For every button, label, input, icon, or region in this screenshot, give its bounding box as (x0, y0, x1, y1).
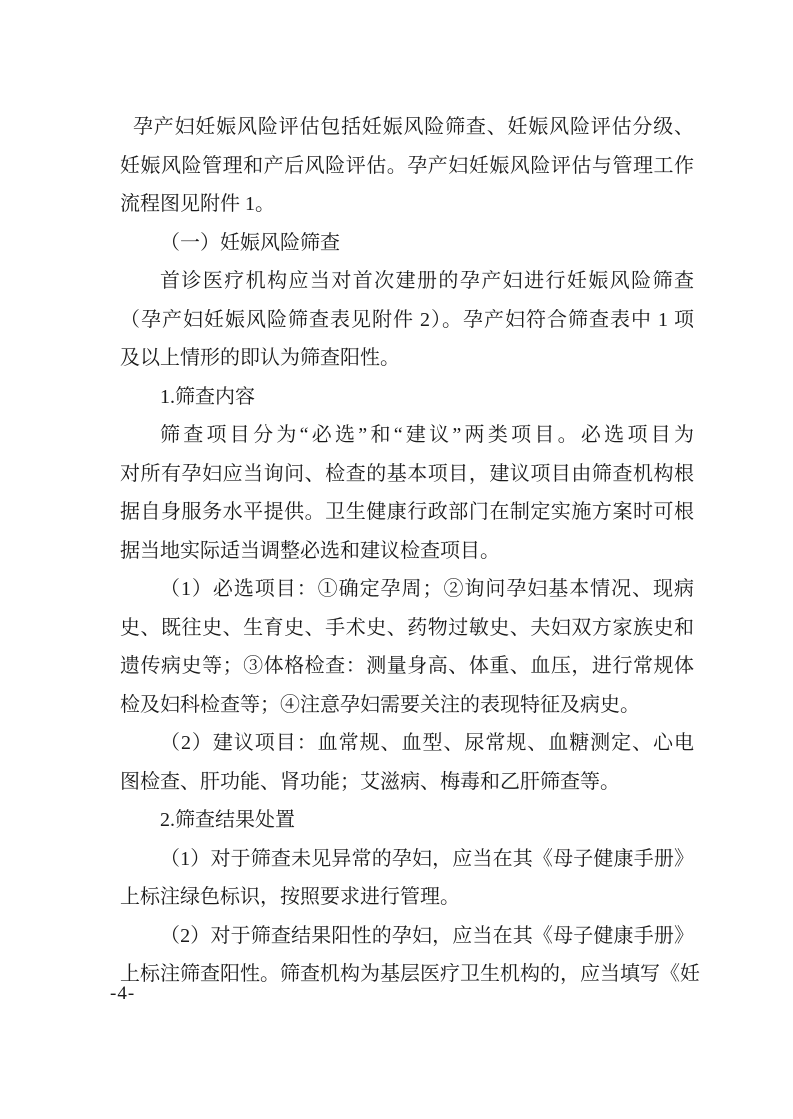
paragraph-line: 首诊医疗机构应当对首次建册的孕产妇进行妊娠风险筛查 (160, 270, 694, 292)
section-heading-risk-screening: （一）妊娠风险筛查 (160, 231, 340, 254)
paragraph-line: （1）对于筛查未见异常的孕妇，应当在其《母子健康手册》 (160, 847, 694, 870)
paragraph-line: 妊娠风险管理和产后风险评估。孕产妇妊娠风险评估与管理工作 (120, 154, 694, 177)
paragraph-line: 流程图见附件 1。 (120, 193, 275, 215)
paragraph-line: 筛查项目分为“必选”和“建议”两类项目。必选项目为 (160, 424, 694, 446)
paragraph-line: （2）建议项目：血常规、血型、尿常规、血糖测定、心电 (160, 732, 694, 754)
paragraph-line: 史、既往史、生育史、手术史、药物过敏史、夫妇双方家族史和 (120, 616, 694, 639)
sub-heading-screening-content: 1.筛查内容 (160, 385, 255, 408)
paragraph-line: 孕产妇妊娠风险评估包括妊娠风险筛查、妊娠风险评估分级、 (133, 116, 694, 138)
paragraph-line: 上标注绿色标识，按照要求进行管理。 (120, 886, 460, 908)
sub-heading-screening-result-handling: 2.筛查结果处置 (160, 809, 295, 831)
paragraph-line: （1）必选项目：①确定孕周；②询问孕妇基本情况、现病 (160, 578, 694, 600)
paragraph-line: 据自身服务水平提供。卫生健康行政部门在制定实施方案时可根 (120, 501, 694, 523)
paragraph-line: 上标注筛查阳性。筛查机构为基层医疗卫生机构的，应当填写《妊 (120, 963, 700, 985)
document-body (120, 108, 700, 994)
paragraph-line: （2）对于筛查结果阳性的孕妇，应当在其《母子健康手册》 (160, 924, 694, 947)
paragraph-line: 图检查、肝功能、肾功能；艾滋病、梅毒和乙肝筛查等。 (120, 770, 620, 793)
page-number: -4- (110, 983, 136, 1004)
paragraph-line: 检及妇科检查等；④注意孕妇需要关注的表现特征及病史。 (120, 693, 640, 716)
paragraph-line: 据当地实际适当调整必选和建议检查项目。 (120, 539, 500, 562)
paragraph-line: 及以上情形的即认为筛查阳性。 (120, 347, 400, 369)
paragraph-line: 遗传病史等；③体格检查：测量身高、体重、血压，进行常规体 (120, 655, 694, 677)
paragraph-line: 对所有孕妇应当询问、检查的基本项目，建议项目由筛查机构根 (120, 462, 694, 485)
paragraph-line: （孕产妇妊娠风险筛查表见附件 2）。孕产妇符合筛查表中 1 项 (120, 308, 694, 331)
